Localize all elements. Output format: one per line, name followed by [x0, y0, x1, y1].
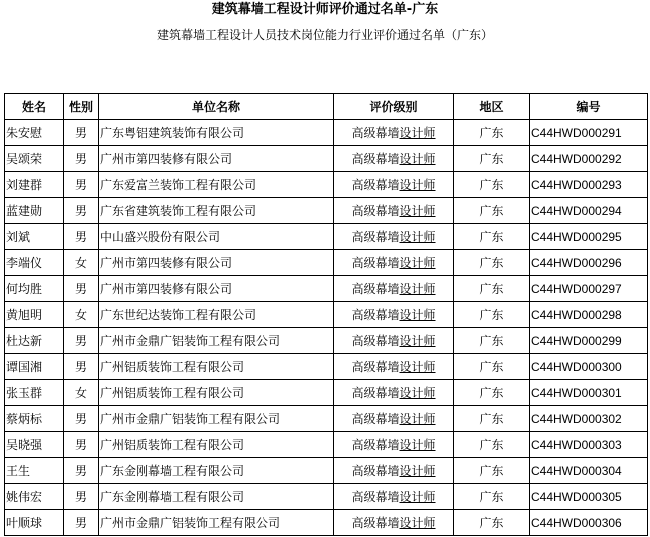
table-row [5, 302, 648, 328]
cell-name: 姚伟宏 [5, 484, 64, 510]
cell-name: 刘建群 [5, 172, 64, 198]
cell-level [334, 510, 454, 536]
level-prefix: 高级幕墙 [351, 125, 400, 140]
cell-gender: 男 [64, 224, 99, 250]
cell-code: C44HWD000298 [530, 302, 648, 328]
cell-region: 广东 [454, 510, 530, 536]
table-row [5, 120, 648, 146]
cell-level [334, 120, 454, 146]
cell-region: 广东 [454, 120, 530, 146]
level-prefix: 高级幕墙 [351, 229, 400, 244]
level-title-link[interactable]: 设计师 [399, 515, 436, 530]
cell-code: C44HWD000304 [530, 458, 648, 484]
cell-region: 广东 [454, 406, 530, 432]
cell-name: 吴颂荣 [5, 146, 64, 172]
level-prefix: 高级幕墙 [351, 385, 400, 400]
cell-code: C44HWD000293 [530, 172, 648, 198]
cell-company: 广州市金鼎广铝装饰工程有限公司 [99, 328, 334, 354]
table-row [5, 146, 648, 172]
header-gender: 性别 [64, 94, 99, 120]
cell-region: 广东 [454, 276, 530, 302]
table-row [5, 224, 648, 250]
cell-region: 广东 [454, 380, 530, 406]
table-row [5, 354, 648, 380]
table-row [5, 510, 648, 536]
header-name: 姓名 [5, 94, 64, 120]
table-row [5, 198, 648, 224]
table-row [5, 432, 648, 458]
cell-name: 李端仪 [5, 250, 64, 276]
cell-level [334, 380, 454, 406]
level-prefix: 高级幕墙 [351, 333, 400, 348]
page-title: 建筑幕墙工程设计师评价通过名单-广东 [211, 2, 439, 17]
cell-gender: 男 [64, 172, 99, 198]
cell-code: C44HWD000291 [530, 120, 648, 146]
cell-level [334, 406, 454, 432]
cell-company: 广州市第四装修有限公司 [99, 276, 334, 302]
cell-region: 广东 [454, 172, 530, 198]
cell-code: C44HWD000301 [530, 380, 648, 406]
cell-region: 广东 [454, 328, 530, 354]
cell-code: C44HWD000300 [530, 354, 648, 380]
level-title-link[interactable]: 设计师 [399, 385, 436, 400]
level-title-link[interactable]: 设计师 [399, 203, 436, 218]
cell-code: C44HWD000305 [530, 484, 648, 510]
cell-gender: 男 [64, 198, 99, 224]
level-prefix: 高级幕墙 [351, 177, 400, 192]
cell-level [334, 354, 454, 380]
cell-name: 叶顺球 [5, 510, 64, 536]
level-prefix: 高级幕墙 [351, 255, 400, 270]
level-title-link[interactable]: 设计师 [399, 177, 436, 192]
cell-code: C44HWD000296 [530, 250, 648, 276]
level-prefix: 高级幕墙 [351, 515, 400, 530]
level-title-link[interactable]: 设计师 [399, 307, 436, 322]
cell-gender: 男 [64, 146, 99, 172]
cell-gender: 女 [64, 302, 99, 328]
cell-gender: 男 [64, 120, 99, 146]
level-title-link[interactable]: 设计师 [399, 125, 436, 140]
cell-code: C44HWD000299 [530, 328, 648, 354]
cell-company: 广州铝质装饰工程有限公司 [99, 380, 334, 406]
cell-gender: 女 [64, 250, 99, 276]
cell-code: C44HWD000294 [530, 198, 648, 224]
level-title-link[interactable]: 设计师 [399, 437, 436, 452]
level-title-link[interactable]: 设计师 [399, 281, 436, 296]
cell-gender: 男 [64, 484, 99, 510]
cell-region: 广东 [454, 302, 530, 328]
level-prefix: 高级幕墙 [351, 203, 400, 218]
cell-name: 朱安慰 [5, 120, 64, 146]
level-prefix: 高级幕墙 [351, 281, 400, 296]
cell-region: 广东 [454, 484, 530, 510]
cell-level [334, 276, 454, 302]
table-row [5, 458, 648, 484]
cell-company: 广州市第四装修有限公司 [99, 250, 334, 276]
cell-region: 广东 [454, 354, 530, 380]
table-row [5, 328, 648, 354]
table-row [5, 380, 648, 406]
cell-code: C44HWD000306 [530, 510, 648, 536]
cell-gender: 男 [64, 510, 99, 536]
level-title-link[interactable]: 设计师 [399, 333, 436, 348]
cell-level [334, 224, 454, 250]
cell-company: 广州铝质装饰工程有限公司 [99, 354, 334, 380]
level-title-link[interactable]: 设计师 [399, 463, 436, 478]
cell-name: 蔡炳标 [5, 406, 64, 432]
cell-company: 广州市第四装修有限公司 [99, 146, 334, 172]
level-prefix: 高级幕墙 [351, 151, 400, 166]
cell-name: 何均胜 [5, 276, 64, 302]
table-row [5, 406, 648, 432]
cell-gender: 男 [64, 406, 99, 432]
cell-region: 广东 [454, 432, 530, 458]
level-title-link[interactable]: 设计师 [399, 489, 436, 504]
header-company: 单位名称 [99, 94, 334, 120]
cell-level [334, 432, 454, 458]
level-prefix: 高级幕墙 [351, 437, 400, 452]
cell-company: 中山盛兴股份有限公司 [99, 224, 334, 250]
cell-name: 蓝建勋 [5, 198, 64, 224]
cell-name: 杜达新 [5, 328, 64, 354]
cell-gender: 女 [64, 380, 99, 406]
cell-region: 广东 [454, 224, 530, 250]
cell-code: C44HWD000295 [530, 224, 648, 250]
cell-level [334, 458, 454, 484]
cell-gender: 男 [64, 354, 99, 380]
cell-company: 广东金刚幕墙工程有限公司 [99, 458, 334, 484]
cell-code: C44HWD000303 [530, 432, 648, 458]
cell-level [334, 328, 454, 354]
cell-region: 广东 [454, 146, 530, 172]
level-title-link[interactable]: 设计师 [399, 411, 436, 426]
cell-level [334, 484, 454, 510]
level-title-link[interactable]: 设计师 [399, 229, 436, 244]
table-row [5, 172, 648, 198]
cell-level [334, 250, 454, 276]
cell-name: 吴晓强 [5, 432, 64, 458]
cell-code: C44HWD000297 [530, 276, 648, 302]
cell-company: 广州铝质装饰工程有限公司 [99, 432, 334, 458]
cell-company: 广东爱富兰装饰工程有限公司 [99, 172, 334, 198]
cell-company: 广东世纪达装饰工程有限公司 [99, 302, 334, 328]
cell-level [334, 172, 454, 198]
cell-company: 广州市金鼎广铝装饰工程有限公司 [99, 406, 334, 432]
cell-level [334, 302, 454, 328]
cell-company: 广东省建筑装饰工程有限公司 [99, 198, 334, 224]
cell-region: 广东 [454, 458, 530, 484]
level-prefix: 高级幕墙 [351, 359, 400, 374]
cell-gender: 男 [64, 328, 99, 354]
cell-company: 广州市金鼎广铝装饰工程有限公司 [99, 510, 334, 536]
level-prefix: 高级幕墙 [351, 489, 400, 504]
cell-code: C44HWD000302 [530, 406, 648, 432]
table-header-row [5, 94, 648, 120]
level-title-link[interactable]: 设计师 [399, 151, 436, 166]
level-title-link[interactable]: 设计师 [399, 359, 436, 374]
level-prefix: 高级幕墙 [351, 307, 400, 322]
level-prefix: 高级幕墙 [351, 411, 400, 426]
cell-name: 谭国湘 [5, 354, 64, 380]
table-row [5, 276, 648, 302]
level-title-link[interactable]: 设计师 [399, 255, 436, 270]
table-row [5, 484, 648, 510]
page-subtitle: 建筑幕墙工程设计人员技术岗位能力行业评价通过名单（广东） [156, 28, 493, 42]
designer-list-table [4, 93, 648, 536]
cell-level [334, 146, 454, 172]
cell-gender: 男 [64, 432, 99, 458]
cell-gender: 男 [64, 276, 99, 302]
cell-region: 广东 [454, 250, 530, 276]
cell-name: 刘斌 [5, 224, 64, 250]
cell-company: 广东金刚幕墙工程有限公司 [99, 484, 334, 510]
cell-name: 黄旭明 [5, 302, 64, 328]
cell-gender: 男 [64, 458, 99, 484]
cell-name: 王生 [5, 458, 64, 484]
cell-region: 广东 [454, 198, 530, 224]
table-row [5, 250, 648, 276]
header-region: 地区 [454, 94, 530, 120]
cell-company: 广东粤铝建筑装饰有限公司 [99, 120, 334, 146]
level-prefix: 高级幕墙 [351, 463, 400, 478]
cell-level [334, 198, 454, 224]
cell-name: 张玉群 [5, 380, 64, 406]
header-level: 评价级别 [334, 94, 454, 120]
cell-code: C44HWD000292 [530, 146, 648, 172]
header-code: 编号 [530, 94, 648, 120]
